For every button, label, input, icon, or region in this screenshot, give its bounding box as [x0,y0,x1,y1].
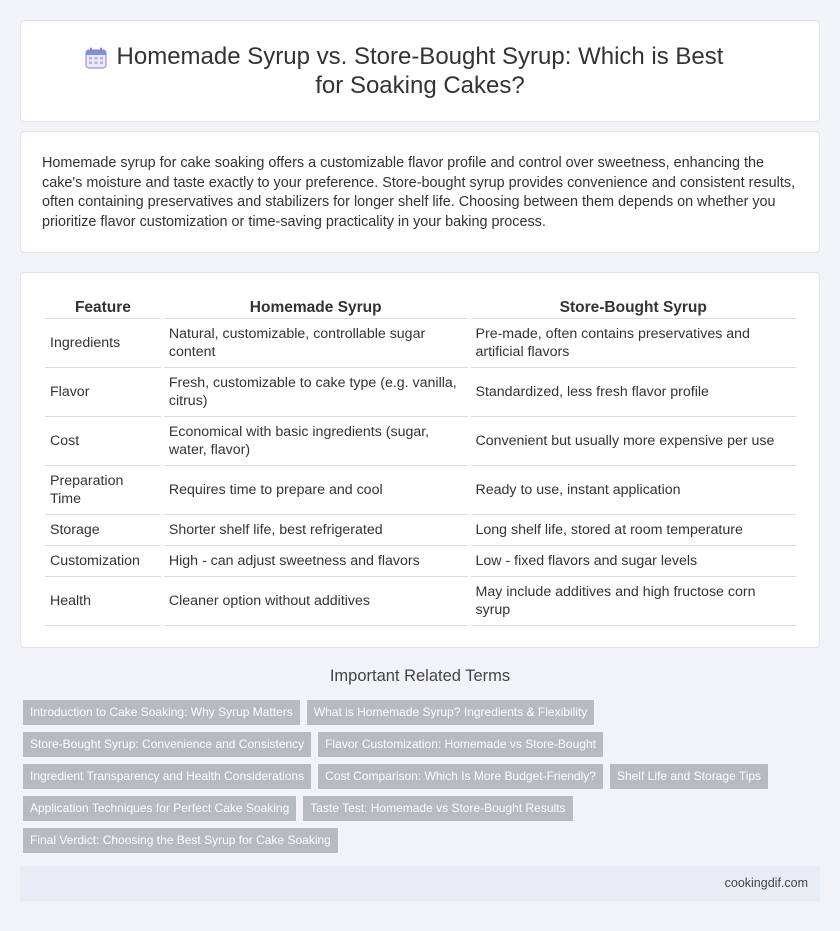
footer [20,866,820,901]
store-bought-cell: Low - fixed flavors and sugar levels [471,546,797,577]
related-term-tag[interactable]: Taste Test: Homemade vs Store-Bought Results [303,796,572,821]
table-row [45,466,796,515]
feature-cell: Cost [45,417,161,466]
homemade-cell: Shorter shelf life, best refrigerated [164,515,468,546]
feature-cell: Flavor [45,368,161,417]
related-term-tag[interactable]: Flavor Customization: Homemade vs Store-Bought [318,732,603,757]
related-term-tag[interactable]: Shelf Life and Storage Tips [610,764,768,789]
store-bought-cell: Standardized, less fresh flavor profile [471,368,797,417]
feature-cell: Customization [45,546,161,577]
intro-paragraph: Homemade syrup for cake soaking offers a customizable flavor profile and control over sweetness, enhancing the cake's moisture and taste exactly to your preference. Store-bought syrup provides convenience and consistent results, often containing preservatives and stabilizers for longer shelf life. Choosing between them depends on whether you prioritize flavor customization or time-saving practicality in your baking process. [42,155,796,230]
feature-cell: Storage [45,515,161,546]
homemade-cell: Requires time to prepare and cool [164,466,468,515]
homemade-cell: Natural, customizable, controllable sugar content [164,319,468,368]
related-term-tag[interactable]: Application Techniques for Perfect Cake Soaking [23,796,296,821]
homemade-cell: Economical with basic ingredients (sugar, water, flavor) [164,417,468,466]
store-bought-cell: Long shelf life, stored at room temperature [471,515,797,546]
store-bought-cell: Pre-made, often contains preservatives and artificial flavors [471,319,797,368]
homemade-cell: Cleaner option without additives [164,577,468,626]
table-row [45,577,796,626]
page-title: Homemade Syrup vs. Store-Bought Syrup: Which is Best for Soaking Cakes? [116,43,724,99]
store-bought-cell: Convenient but usually more expensive per use [471,417,797,466]
related-term-tag[interactable]: Store-Bought Syrup: Convenience and Consistency [23,732,311,757]
header-feature: Feature [45,294,161,319]
table-header-row [45,294,796,319]
table-row [45,417,796,466]
footer-site-link[interactable]: cookingdif.com [724,876,808,890]
homemade-cell: Fresh, customizable to cake type (e.g. vanilla, citrus) [164,368,468,417]
related-term-tag[interactable]: Ingredient Transparency and Health Considerations [23,764,311,789]
related-term-tag[interactable]: What is Homemade Syrup? Ingredients & Flexibility [307,700,594,725]
table-row [45,546,796,577]
homemade-cell: High - can adjust sweetness and flavors [164,546,468,577]
feature-cell: Ingredients [45,319,161,368]
table-row [45,515,796,546]
related-term-tag[interactable]: Cost Comparison: Which Is More Budget-Friendly? [318,764,603,789]
related-terms-tags [23,700,813,860]
comparison-table-card [20,272,820,648]
intro-card [20,131,820,253]
store-bought-cell: Ready to use, instant application [471,466,797,515]
table-row [45,319,796,368]
related-term-tag[interactable]: Introduction to Cake Soaking: Why Syrup Matters [23,700,300,725]
feature-cell: Health [45,577,161,626]
table-row [45,368,796,417]
header-store-bought: Store-Bought Syrup [471,294,797,319]
related-terms-title: Important Related Terms [329,667,511,685]
header-homemade: Homemade Syrup [164,294,468,319]
related-term-tag[interactable]: Final Verdict: Choosing the Best Syrup for Cake Soaking [23,828,338,853]
header-card [20,20,820,122]
store-bought-cell: May include additives and high fructose corn syrup [471,577,797,626]
comparison-table [42,294,799,626]
feature-cell: Preparation Time [45,466,161,515]
